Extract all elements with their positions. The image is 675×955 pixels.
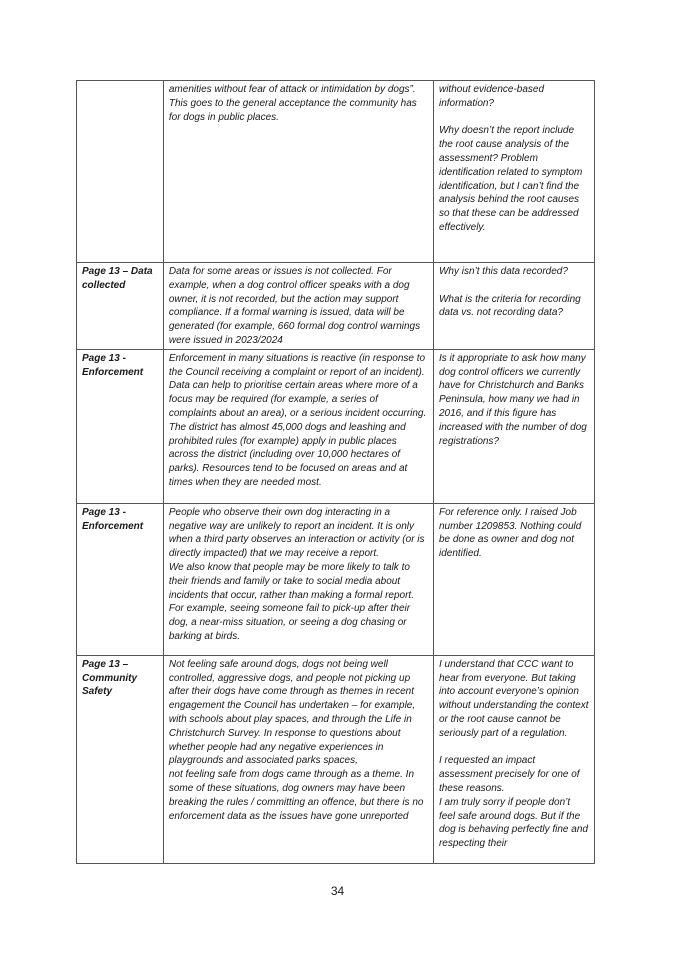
page-reference-cell: Page 13 – Data collected: [77, 263, 164, 350]
report-quote-cell: [163, 263, 433, 350]
comment-paragraph: For reference only. I raised Job number 1209853. Nothing could be done as owner and dog not identified.: [438, 506, 582, 560]
quote-paragraph: Data for some areas or issues is not collected. For example, when a dog control officer speaks with a dog owner, it is not recorded, but the action may support compliance. If a formal warning is issued, data will be generated (for example, 660 formal dog control warnings were issued in 2023/2024: [168, 266, 421, 346]
comment-paragraph: I understand that CCC want to hear from everyone. But taking into account everyone’s opinion without understanding the context or the root cause cannot be seriously part of a regulation.: [438, 658, 589, 739]
report-quote-cell: [163, 655, 433, 863]
report-quote-cell: [163, 503, 433, 655]
table-row: [77, 81, 595, 263]
comment-paragraph: Is it appropriate to ask how many dog control officers we currently have for Christchurch and Banks Peninsula, how many we had in 2016, and if this figure has increased with the number of dog registrations?: [438, 352, 587, 447]
report-quote-cell: [163, 349, 433, 503]
comment-paragraph: without evidence-based information?: [438, 84, 545, 109]
comment-cell: [433, 81, 594, 263]
page-reference-cell: Page 13 – Community Safety: [77, 655, 164, 863]
quote-paragraph: We also know that people may be more likely to talk to their friends and family or take to social media about incidents that occur, rather than making a formal report. For example, seeing someone fail to pick-up after their dog, a near-miss situation, or seeing a dog chasing or barking at birds.: [168, 561, 414, 642]
comment-paragraph: I requested an impact assessment precisely for one of these reasons.: [438, 755, 580, 794]
table-row: [77, 349, 595, 503]
quote-paragraph: not feeling safe from dogs came through as a theme. In some of these situations, dog owners may have been breaking the rules / committing an offence, but there is no enforcement data as the issues have gone unreported: [168, 769, 424, 822]
comment-paragraph: Why doesn’t the report include the root cause analysis of the assessment? Problem identification related to symptom identification, but I can’t find the analysis behind the root causes so that these can be addressed effectively.: [438, 125, 583, 233]
page-reference-cell: Page 13 - Enforcement: [77, 349, 164, 503]
quote-paragraph: amenities without fear of attack or intimidation by dogs”. This goes to the general acceptance the community has for dogs in public places.: [168, 84, 417, 123]
report-quote-cell: [163, 81, 433, 263]
comment-cell: [433, 349, 594, 503]
comment-paragraph: What is the criteria for recording data vs. not recording data?: [438, 293, 581, 319]
quote-paragraph: People who observe their own dog interacting in a negative way are unlikely to report an incident. It is only when a third party observes an interaction or activity (or is directly impacted) that we may receive a report.: [168, 506, 425, 560]
comment-cell: [433, 655, 594, 863]
table-row: [77, 263, 595, 350]
page-reference-cell: Page 13 - Enforcement: [77, 503, 164, 655]
table-row: [77, 503, 595, 655]
quote-paragraph: Not feeling safe around dogs, dogs not being well controlled, aggressive dogs, and people not picking up after their dogs have come through as themes in recent engagement the Council has undertaken – for example, with schools about play spaces, and through the Life in Christchurch Survey. In response to questions about whether people had any negative experiences in playgrounds and associated parks spaces,: [168, 658, 416, 767]
page-reference-cell: [77, 81, 164, 263]
comment-paragraph: I am truly sorry if people don’t feel safe around dogs. But if the dog is behaving perfectly fine and respecting their: [438, 796, 588, 850]
quote-paragraph: Enforcement in many situations is reactive (in response to the Council receiving a complaint or report of an incident). Data can help to prioritise certain areas where more of a focus may be required (for example, a series of complaints about an area), or a serious incident occurring. The district has almost 45,000 dogs and leashing and prohibited rules (for example) apply in public places across the district (including over 10,000 hectares of parks). Resources tend to be focused on areas and at times when they are needed most.: [168, 352, 427, 488]
page-number: 34: [330, 884, 345, 898]
comments-table: [76, 80, 595, 864]
table-row: [77, 655, 595, 863]
comment-cell: [433, 503, 594, 655]
comment-paragraph: Why isn’t this data recorded?: [438, 266, 568, 277]
comment-cell: [433, 263, 594, 350]
